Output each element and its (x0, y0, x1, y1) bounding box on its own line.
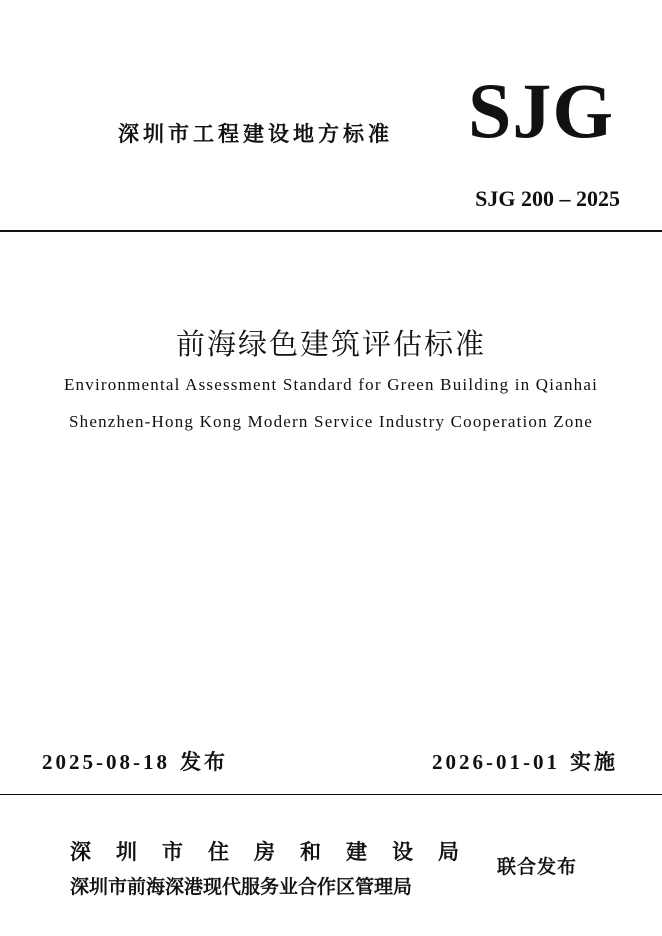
bottom-divider (0, 794, 662, 795)
title-chinese: 前海绿色建筑评估标准 (175, 327, 486, 361)
issue-label: 发布 (180, 750, 228, 774)
sjg-logo: SJG (468, 67, 615, 154)
issue-date-line (42, 746, 228, 776)
effective-date: 2026-01-01 (432, 750, 560, 774)
title-english-line2: Shenzhen-Hong Kong Modern Service Industry Cooperation Zone (68, 412, 594, 431)
title-english-line1: Environmental Assessment Standard for Green Building in Qianhai (63, 375, 599, 394)
effective-label: 实施 (570, 750, 618, 774)
publisher-dept-2: 深圳市前海深港现代服务业合作区管理局 (70, 876, 413, 898)
joint-publish-label: 联合发布 (497, 856, 578, 878)
standard-number: SJG 200 – 2025 (475, 186, 620, 211)
series-title: 深圳市工程建设地方标准 (118, 122, 393, 146)
top-divider (0, 230, 662, 232)
issue-date: 2025-08-18 (42, 750, 170, 774)
effective-date-line (432, 746, 618, 776)
publisher-dept-1: 深圳市住房和建设局 (70, 840, 484, 864)
